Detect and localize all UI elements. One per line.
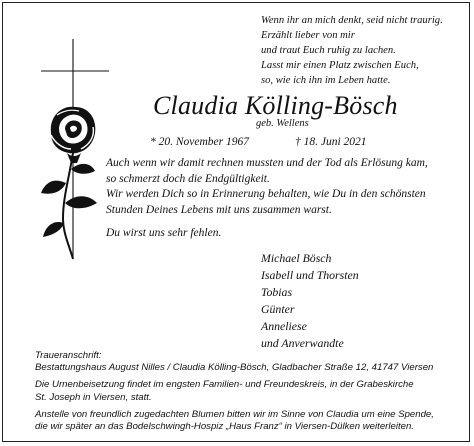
- mourners-list: [261, 250, 359, 352]
- mourner-name: Günter: [261, 302, 295, 316]
- born-name: geb. Wellens: [256, 118, 309, 129]
- closing-line: Du wirst uns sehr fehlen.: [106, 227, 222, 239]
- address-label: Traueranschrift:: [35, 350, 102, 361]
- mourner-name: und Anverwandte: [261, 336, 344, 350]
- mourner-name: Tobias: [261, 285, 293, 299]
- message-line: Stunden Deines Lebens mit uns zusammen warst.: [106, 203, 332, 216]
- mourner-name: Anneliese: [261, 319, 307, 333]
- poem: [261, 13, 471, 88]
- death-date: † 18. Juni 2021: [295, 136, 367, 148]
- mourning-address: Bestattungshaus August Nilles / Claudia Kölling-Bösch, Gladbacher Straße 12, 41747 Viersen: [35, 362, 434, 374]
- obituary-card: [2, 2, 470, 442]
- mourner-name: Michael Bösch: [261, 251, 332, 265]
- condolence-message: [106, 156, 474, 218]
- burial-note-line: St. Joseph in Viersen, statt.: [35, 391, 152, 403]
- poem-line: so, wie ich ihn im Leben hatte.: [261, 75, 391, 86]
- donation-note-line: die wir später an das Bodelschwingh-Hospiz „Haus Franz“ in Viersen-Dülken weiterleiten.: [35, 421, 414, 433]
- poem-line: Lasst mir einen Platz zwischen Euch,: [261, 60, 419, 71]
- footer-notes: [35, 350, 474, 433]
- rose-with-cross-icon: [33, 33, 115, 265]
- burial-note-line: Die Urnenbeisetzung findet im engsten Familien- und Freundeskreis, in der Grabeskirche: [35, 379, 414, 391]
- message-line: so schmerzt doch die Endgültigkeit.: [106, 172, 270, 185]
- poem-line: Wenn ihr an mich denkt, seid nicht traurig.: [261, 15, 443, 26]
- donation-note-line: Anstelle von freundlich zugedachten Blumen bitten wir im Sinne von Claudia um eine Spende,: [35, 408, 434, 420]
- birth-date: * 20. November 1967: [150, 136, 250, 148]
- deceased-name: Claudia Kölling-Bösch: [153, 91, 398, 120]
- mourner-name: Isabell und Thorsten: [261, 268, 359, 282]
- poem-line: Erzählt lieber von mir: [261, 30, 355, 41]
- poem-line: und traut Euch ruhig zu lachen.: [261, 45, 396, 56]
- message-line: Wir werden Dich so in Erinnerung behalten, wie Du in den schönsten: [106, 188, 426, 201]
- message-line: Auch wenn wir damit rechnen mussten und der Tod als Erlösung kam,: [106, 157, 428, 169]
